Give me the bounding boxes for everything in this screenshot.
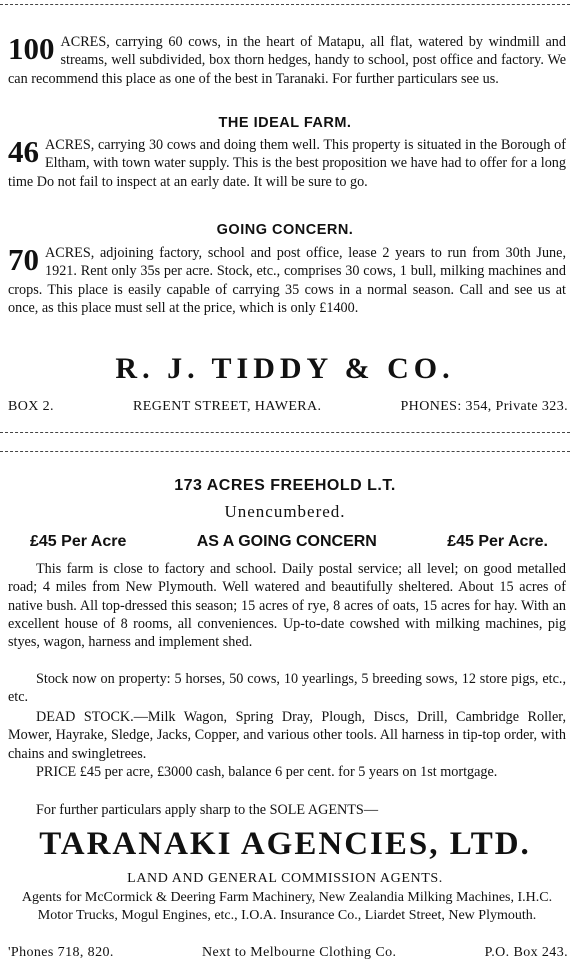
going-concern-heading: GOING CONCERN. [216,222,354,238]
price-right: £45 Per Acre. [447,533,548,550]
listing-46-text: ACRES, carrying 30 cows and doing them well. This property is situated in the Borough of Eltham, with town water supply. This is the best proposition we have had to offer for a long time Do not fail to inspect at an early date. It will be sure to go. [8,137,566,190]
dead-stock-list: DEAD STOCK.—Milk Wagon, Spring Dray, Plough, Discs, Drill, Cambridge Roller, Mower, Hayrake, Sledge, Jacks, Copper, and various other tools. All harness in tip-top order, with chains and swingletrees. [8,709,566,762]
agency-services: Agents for McCormick & Deering Farm Machinery, New Zealandia Milking Machines, I.H.C. Motor Trucks, Mogul Engines, etc., I.O.A. Insurance Co., Liardet Street, New Plymouth. [21,890,553,923]
agency-contact-line [8,945,568,961]
listing-46-number: 46 [8,134,39,169]
farm-description: This farm is close to factory and school. Daily postal service; all level; on good metalled road; 4 miles from New Plymouth. Well watered and beautifully sheltered. About 15 acres of native bush. All top-dressed this season; 15 acres of rye, 8 acres of oats, 15 acres for hay. With an excellent house of 8 rooms, all conveniences. Up-to-date cowshed with milking machines, pig styes, wagon, harness and implement shed. [8,561,566,651]
tiddy-contact-line [8,399,568,415]
listing-70-acres [8,244,566,317]
listing-70-number: 70 [8,242,39,277]
agency-pobox: P.O. Box 243. [484,945,568,960]
listing-70-text: ACRES, adjoining factory, school and post office, lease 2 years to run from 30th June, 1921. Rent only 35s per acre. Stock, etc., comprises 30 cows, 1 bull, milking machines and crops. This place is easily capable of carrying 35 cows in a normal season. Call and see us at once, as this place must sell at the price, which is only £1400. [8,245,566,316]
freehold-title: 173 ACRES FREEHOLD L.T. [174,477,396,494]
live-stock-list: Stock now on property: 5 horses, 50 cows, 10 yearlings, 5 breeding sows, 12 store pigs, etc., etc. [8,671,566,706]
middle-divider-2 [0,451,570,452]
going-concern-banner: AS A GOING CONCERN [196,533,377,550]
apply-to-agents: For further particulars apply sharp to the SOLE AGENTS— [36,802,379,818]
listing-100-number: 100 [8,31,55,66]
listing-46-acres [8,136,566,191]
top-divider [0,4,570,5]
box-number: BOX 2. [8,399,54,414]
listing-100-acres [8,33,566,88]
agency-subtitle: LAND AND GENERAL COMMISSION AGENTS. [127,871,443,886]
price-left: £45 Per Acre [30,533,127,550]
agency-location: Next to Melbourne Clothing Co. [202,945,397,960]
street-address: REGENT STREET, HAWERA. [133,399,322,414]
price-banner [30,533,548,551]
agency-name: TARANAKI AGENCIES, LTD. [39,826,531,862]
middle-divider [0,432,570,433]
listing-100-text: ACRES, carrying 60 cows, in the heart of Matapu, all flat, watered by windmill and streams, well subdivided, box thorn hedges, handy to school, post office and factory. We can recommend this place as one of the best in Taranaki. For further particulars see us. [8,34,566,87]
ideal-farm-heading: THE IDEAL FARM. [218,115,352,131]
unencumbered-subtitle: Unencumbered. [224,502,346,521]
price-terms: PRICE £45 per acre, £3000 cash, balance 6 per cent. for 5 years on 1st mortgage. [36,764,498,780]
firm-name-tiddy: R. J. TIDDY & CO. [115,352,455,385]
agency-phones: 'Phones 718, 820. [8,945,114,960]
phone-numbers: PHONES: 354, Private 323. [400,399,568,414]
